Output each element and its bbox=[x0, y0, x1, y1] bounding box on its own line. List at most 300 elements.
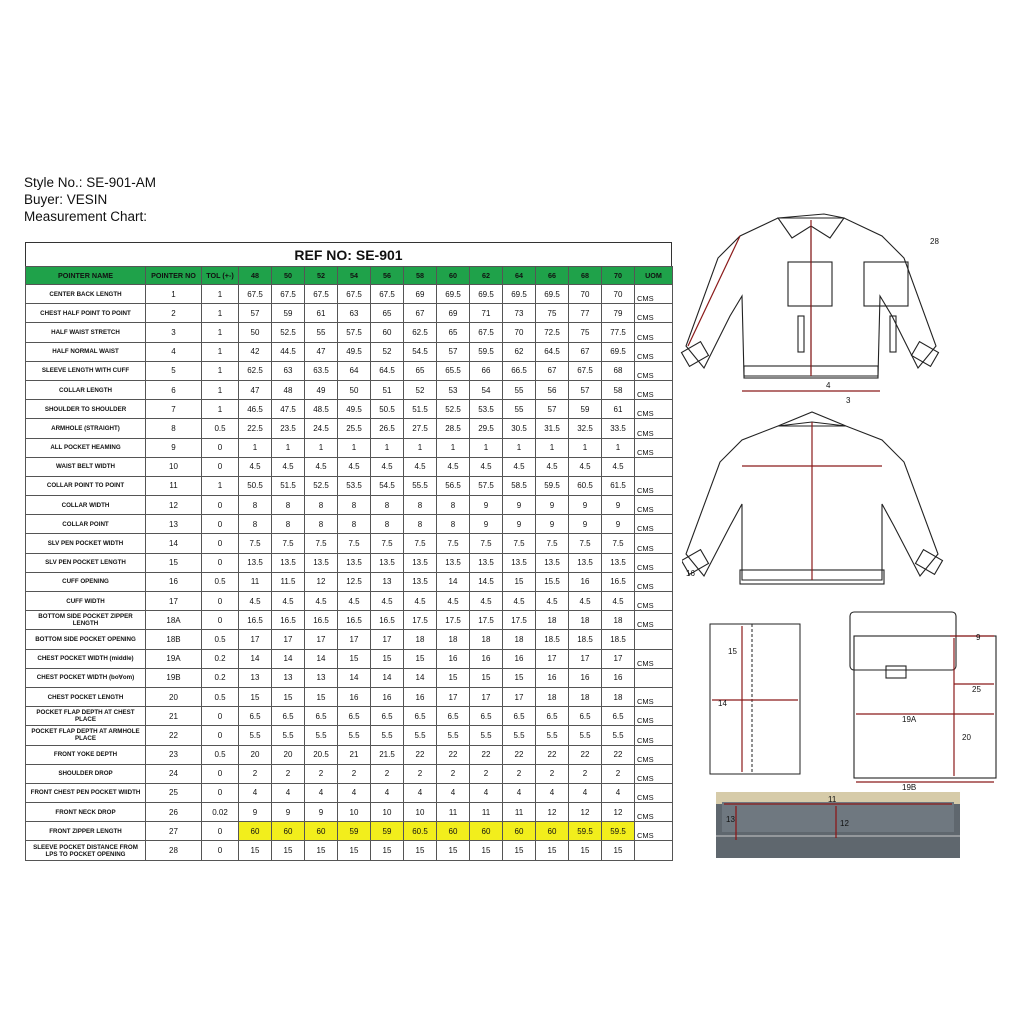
table-cell: 4.5 bbox=[437, 592, 470, 611]
table-cell: 59.5 bbox=[470, 342, 503, 361]
table-cell: 65 bbox=[437, 323, 470, 342]
table-cell: 2 bbox=[272, 764, 305, 783]
table-cell: 69.5 bbox=[602, 342, 635, 361]
table-cell: 62 bbox=[503, 342, 536, 361]
table-cell: 2 bbox=[305, 764, 338, 783]
table-cell: 52 bbox=[404, 380, 437, 399]
table-cell: 31.5 bbox=[536, 419, 569, 438]
table-row bbox=[26, 419, 673, 438]
measurement-sheet bbox=[25, 242, 672, 861]
table-cell: 70 bbox=[569, 285, 602, 304]
table-cell: 25 bbox=[146, 783, 202, 802]
table-cell: 6.5 bbox=[371, 707, 404, 726]
table-cell: CHEST POCKET WIDTH (boⱯom) bbox=[26, 668, 146, 687]
table-row bbox=[26, 342, 673, 361]
table-cell: 9 bbox=[272, 803, 305, 822]
measurement-table bbox=[25, 266, 673, 861]
table-cell: 60 bbox=[239, 822, 272, 841]
table-cell: 2 bbox=[338, 764, 371, 783]
table-cell: 13 bbox=[371, 572, 404, 591]
table-cell: 15 bbox=[239, 687, 272, 706]
table-cell: 18 bbox=[602, 687, 635, 706]
photo-label-b: 13 bbox=[726, 815, 735, 824]
table-cell: 4.5 bbox=[239, 592, 272, 611]
table-cell: 8 bbox=[239, 496, 272, 515]
table-cell: 70 bbox=[503, 323, 536, 342]
table-cell: 16 bbox=[569, 572, 602, 591]
table-cell: 6.5 bbox=[437, 707, 470, 726]
table-cell: 0.5 bbox=[202, 419, 239, 438]
table-cell: 54.5 bbox=[404, 342, 437, 361]
table-cell: 67 bbox=[569, 342, 602, 361]
table-cell: 61 bbox=[305, 304, 338, 323]
table-cell: 4.5 bbox=[503, 592, 536, 611]
table-cell: 50.5 bbox=[239, 476, 272, 495]
table-cell: 4 bbox=[569, 783, 602, 802]
column-header: POINTER NAME bbox=[26, 267, 146, 285]
pocket-left-label-a: 15 bbox=[728, 647, 737, 656]
table-cell: 18 bbox=[503, 630, 536, 649]
table-cell bbox=[635, 630, 673, 649]
table-cell: 14 bbox=[404, 668, 437, 687]
column-header: 54 bbox=[338, 267, 371, 285]
table-cell: 5.5 bbox=[569, 726, 602, 745]
table-cell: 12 bbox=[146, 496, 202, 515]
table-cell: 18 bbox=[470, 630, 503, 649]
table-cell: 15 bbox=[272, 841, 305, 860]
table-cell: 70 bbox=[602, 285, 635, 304]
table-cell: ALL POCKET HEAMING bbox=[26, 438, 146, 457]
table-cell: 17 bbox=[536, 649, 569, 668]
table-cell: 7.5 bbox=[437, 534, 470, 553]
table-row bbox=[26, 726, 673, 745]
column-header: 48 bbox=[239, 267, 272, 285]
table-row bbox=[26, 361, 673, 380]
table-cell: 65 bbox=[371, 304, 404, 323]
table-cell: 4.5 bbox=[338, 457, 371, 476]
table-cell: 17 bbox=[503, 687, 536, 706]
table-cell: 42 bbox=[239, 342, 272, 361]
table-cell: 14 bbox=[371, 668, 404, 687]
table-cell: 49 bbox=[305, 380, 338, 399]
table-cell: 55 bbox=[305, 323, 338, 342]
table-cell: 15 bbox=[503, 572, 536, 591]
table-cell: 53 bbox=[437, 380, 470, 399]
table-cell: 14 bbox=[437, 572, 470, 591]
table-cell: 46.5 bbox=[239, 400, 272, 419]
table-cell: 0.2 bbox=[202, 649, 239, 668]
table-cell: 13.5 bbox=[602, 553, 635, 572]
table-cell: CMS bbox=[635, 707, 673, 726]
table-cell: 22 bbox=[146, 726, 202, 745]
table-cell: 4 bbox=[146, 342, 202, 361]
table-cell: 16 bbox=[404, 687, 437, 706]
table-cell: 22 bbox=[602, 745, 635, 764]
table-cell: 59.5 bbox=[602, 822, 635, 841]
table-cell: 8 bbox=[272, 496, 305, 515]
table-cell: 4.5 bbox=[305, 592, 338, 611]
table-cell: 4.5 bbox=[536, 592, 569, 611]
table-cell: 48.5 bbox=[305, 400, 338, 419]
table-cell: 15 bbox=[272, 687, 305, 706]
table-row bbox=[26, 707, 673, 726]
table-cell: 56.5 bbox=[437, 476, 470, 495]
table-cell: 13.5 bbox=[404, 553, 437, 572]
table-cell: 47.5 bbox=[272, 400, 305, 419]
table-cell: 27.5 bbox=[404, 419, 437, 438]
table-cell: 13 bbox=[305, 668, 338, 687]
table-cell: 15 bbox=[437, 668, 470, 687]
table-cell: 11.5 bbox=[272, 572, 305, 591]
table-cell: 15 bbox=[338, 649, 371, 668]
table-cell: 4.5 bbox=[437, 457, 470, 476]
table-cell: BOTTOM SIDE POCKET OPENING bbox=[26, 630, 146, 649]
table-cell: 1 bbox=[404, 438, 437, 457]
table-cell: CHEST POCKET WIDTH (middle) bbox=[26, 649, 146, 668]
pocket-right-label-e: 19B bbox=[902, 783, 917, 790]
table-row bbox=[26, 611, 673, 630]
table-row bbox=[26, 380, 673, 399]
table-cell: 17.5 bbox=[404, 611, 437, 630]
table-cell: 13.5 bbox=[239, 553, 272, 572]
table-cell: 67.5 bbox=[305, 285, 338, 304]
table-cell: 17 bbox=[146, 592, 202, 611]
table-cell: 67.5 bbox=[470, 323, 503, 342]
table-cell: 4 bbox=[305, 783, 338, 802]
table-cell: 1 bbox=[146, 285, 202, 304]
table-cell: BOTTOM SIDE POCKET ZIPPER LENGTH bbox=[26, 611, 146, 630]
chart-title: Measurement Chart: bbox=[24, 209, 148, 224]
table-row bbox=[26, 745, 673, 764]
table-row bbox=[26, 496, 673, 515]
table-cell: SLEEVE POCKET DISTANCE FROM LPS TO POCKET OPENING bbox=[26, 841, 146, 860]
table-cell: 60 bbox=[272, 822, 305, 841]
table-cell: 63 bbox=[338, 304, 371, 323]
front-label-a: 28 bbox=[930, 237, 939, 246]
table-cell: 15 bbox=[371, 841, 404, 860]
table-cell: 15 bbox=[503, 668, 536, 687]
table-cell: CMS bbox=[635, 803, 673, 822]
table-cell: 26 bbox=[146, 803, 202, 822]
table-cell: 8 bbox=[239, 515, 272, 534]
table-cell: 6.5 bbox=[470, 707, 503, 726]
table-cell: 59.5 bbox=[536, 476, 569, 495]
table-cell: 13.5 bbox=[569, 553, 602, 572]
table-cell: 11 bbox=[239, 572, 272, 591]
table-cell: 19A bbox=[146, 649, 202, 668]
table-cell: 53.5 bbox=[338, 476, 371, 495]
table-cell: 27 bbox=[146, 822, 202, 841]
table-cell: 4.5 bbox=[602, 457, 635, 476]
table-cell: 9 bbox=[569, 496, 602, 515]
table-cell: 9 bbox=[305, 803, 338, 822]
column-header: UOM bbox=[635, 267, 673, 285]
table-cell: 59 bbox=[338, 822, 371, 841]
table-cell: 22 bbox=[437, 745, 470, 764]
table-cell bbox=[635, 668, 673, 687]
table-cell: 24 bbox=[146, 764, 202, 783]
table-cell: 17 bbox=[272, 630, 305, 649]
table-cell: 6 bbox=[146, 380, 202, 399]
table-cell: 8 bbox=[146, 419, 202, 438]
table-cell: 8 bbox=[338, 515, 371, 534]
table-cell: 17 bbox=[338, 630, 371, 649]
table-cell: 0.2 bbox=[202, 668, 239, 687]
table-cell: CUFF OPENING bbox=[26, 572, 146, 591]
table-cell: 17.5 bbox=[437, 611, 470, 630]
table-cell: 13.5 bbox=[470, 553, 503, 572]
table-cell: 33.5 bbox=[602, 419, 635, 438]
table-cell: 14 bbox=[272, 649, 305, 668]
table-cell: 13.5 bbox=[536, 553, 569, 572]
table-cell: 8 bbox=[371, 496, 404, 515]
table-row bbox=[26, 438, 673, 457]
table-row bbox=[26, 534, 673, 553]
table-cell: 63 bbox=[272, 361, 305, 380]
table-cell: COLLAR POINT TO POINT bbox=[26, 476, 146, 495]
table-cell: 17 bbox=[470, 687, 503, 706]
column-header: 62 bbox=[470, 267, 503, 285]
table-cell: 0 bbox=[202, 783, 239, 802]
table-cell: 0.5 bbox=[202, 630, 239, 649]
photo-label-c: 12 bbox=[840, 819, 849, 828]
table-cell: CMS bbox=[635, 822, 673, 841]
column-header: 50 bbox=[272, 267, 305, 285]
table-cell: WAIST BELT WIDTH bbox=[26, 457, 146, 476]
table-cell: 2 bbox=[239, 764, 272, 783]
table-cell: 15 bbox=[404, 649, 437, 668]
table-cell: 8 bbox=[437, 515, 470, 534]
table-cell: 62.5 bbox=[404, 323, 437, 342]
table-cell: 2 bbox=[602, 764, 635, 783]
table-cell: 4.5 bbox=[404, 592, 437, 611]
table-cell: 5.5 bbox=[404, 726, 437, 745]
table-cell: 15 bbox=[404, 841, 437, 860]
table-cell: 8 bbox=[371, 515, 404, 534]
table-cell: CMS bbox=[635, 611, 673, 630]
column-header: 58 bbox=[404, 267, 437, 285]
table-cell: COLLAR POINT bbox=[26, 515, 146, 534]
table-cell: CMS bbox=[635, 553, 673, 572]
table-row bbox=[26, 649, 673, 668]
table-cell: 18 bbox=[536, 611, 569, 630]
table-cell: 62.5 bbox=[239, 361, 272, 380]
table-cell: SLV PEN POCKET LENGTH bbox=[26, 553, 146, 572]
table-cell: 16 bbox=[338, 687, 371, 706]
table-cell: 5.5 bbox=[338, 726, 371, 745]
table-row bbox=[26, 323, 673, 342]
table-cell: 4 bbox=[338, 783, 371, 802]
table-cell: CHEST HALF POINT TO POINT bbox=[26, 304, 146, 323]
column-header: 60 bbox=[437, 267, 470, 285]
table-cell: 68 bbox=[602, 361, 635, 380]
table-cell: 1 bbox=[437, 438, 470, 457]
table-cell: 15 bbox=[146, 553, 202, 572]
table-cell: 1 bbox=[239, 438, 272, 457]
table-cell: 7.5 bbox=[536, 534, 569, 553]
column-header: 66 bbox=[536, 267, 569, 285]
table-cell: 4 bbox=[371, 783, 404, 802]
table-cell: 15 bbox=[470, 668, 503, 687]
table-cell: SHOULDER DROP bbox=[26, 764, 146, 783]
column-header: 52 bbox=[305, 267, 338, 285]
table-cell: 69.5 bbox=[503, 285, 536, 304]
table-cell: 51.5 bbox=[404, 400, 437, 419]
table-row bbox=[26, 515, 673, 534]
table-cell: 0 bbox=[202, 496, 239, 515]
table-cell: 47 bbox=[239, 380, 272, 399]
table-cell: 21.5 bbox=[371, 745, 404, 764]
table-cell: 7.5 bbox=[602, 534, 635, 553]
table-cell: 16 bbox=[146, 572, 202, 591]
table-cell bbox=[635, 841, 673, 860]
table-cell: 54 bbox=[470, 380, 503, 399]
table-cell: 17 bbox=[371, 630, 404, 649]
table-cell: 57.5 bbox=[470, 476, 503, 495]
table-cell: 22 bbox=[536, 745, 569, 764]
table-cell: CMS bbox=[635, 726, 673, 745]
table-cell: 9 bbox=[503, 496, 536, 515]
table-cell: 69 bbox=[437, 304, 470, 323]
table-cell: 4.5 bbox=[371, 457, 404, 476]
table-cell: 22 bbox=[503, 745, 536, 764]
table-cell: 20.5 bbox=[305, 745, 338, 764]
table-cell: 60 bbox=[470, 822, 503, 841]
table-cell: 6.5 bbox=[602, 707, 635, 726]
table-cell: 4.5 bbox=[569, 592, 602, 611]
table-cell: 60.5 bbox=[569, 476, 602, 495]
table-cell: 22.5 bbox=[239, 419, 272, 438]
table-cell: 12 bbox=[602, 803, 635, 822]
table-cell: 6.5 bbox=[272, 707, 305, 726]
table-cell: 59 bbox=[272, 304, 305, 323]
style-number: Style No.: SE-901-AM bbox=[24, 175, 157, 190]
table-cell: 0 bbox=[202, 515, 239, 534]
table-cell: 10 bbox=[404, 803, 437, 822]
table-cell: 49.5 bbox=[338, 342, 371, 361]
table-row bbox=[26, 783, 673, 802]
table-cell: 47 bbox=[305, 342, 338, 361]
table-cell: 2 bbox=[146, 304, 202, 323]
table-cell: 2 bbox=[569, 764, 602, 783]
table-cell: 73 bbox=[503, 304, 536, 323]
table-cell: 1 bbox=[272, 438, 305, 457]
table-cell bbox=[635, 457, 673, 476]
table-cell: 60 bbox=[437, 822, 470, 841]
table-cell: 13.5 bbox=[272, 553, 305, 572]
table-cell: 1 bbox=[536, 438, 569, 457]
table-cell: 14 bbox=[338, 668, 371, 687]
table-cell: 22 bbox=[470, 745, 503, 764]
table-cell: 0 bbox=[202, 611, 239, 630]
table-cell: 1 bbox=[202, 361, 239, 380]
table-cell: CHEST POCKET LENGTH bbox=[26, 687, 146, 706]
table-cell: 9 bbox=[503, 515, 536, 534]
table-cell: CMS bbox=[635, 304, 673, 323]
buyer: Buyer: VESIN bbox=[24, 192, 108, 207]
table-cell: 4 bbox=[470, 783, 503, 802]
table-cell: FRONT ZIPPER LENGTH bbox=[26, 822, 146, 841]
table-cell: 6.5 bbox=[338, 707, 371, 726]
column-header: 70 bbox=[602, 267, 635, 285]
table-cell: CMS bbox=[635, 285, 673, 304]
table-cell: 23.5 bbox=[272, 419, 305, 438]
table-cell: 18 bbox=[404, 630, 437, 649]
table-cell: 11 bbox=[146, 476, 202, 495]
table-cell: 6.5 bbox=[503, 707, 536, 726]
table-cell: 5.5 bbox=[272, 726, 305, 745]
table-cell: 0 bbox=[202, 457, 239, 476]
table-cell: CMS bbox=[635, 361, 673, 380]
back-jacket-sketch bbox=[682, 408, 946, 594]
table-cell: 49.5 bbox=[338, 400, 371, 419]
table-cell: 53.5 bbox=[470, 400, 503, 419]
table-cell: 8 bbox=[437, 496, 470, 515]
table-cell: 59 bbox=[569, 400, 602, 419]
table-cell: 5.5 bbox=[602, 726, 635, 745]
table-cell: 7.5 bbox=[371, 534, 404, 553]
table-cell: 16.5 bbox=[239, 611, 272, 630]
table-cell: 18.5 bbox=[536, 630, 569, 649]
table-cell: 15 bbox=[569, 841, 602, 860]
table-cell: 10 bbox=[338, 803, 371, 822]
table-cell: 64.5 bbox=[536, 342, 569, 361]
table-cell: 30.5 bbox=[503, 419, 536, 438]
table-cell: 8 bbox=[305, 496, 338, 515]
table-cell: 55.5 bbox=[404, 476, 437, 495]
table-cell: 20 bbox=[239, 745, 272, 764]
table-cell: 22 bbox=[569, 745, 602, 764]
table-cell: 57 bbox=[437, 342, 470, 361]
table-cell: 50.5 bbox=[371, 400, 404, 419]
table-cell: SHOULDER TO SHOULDER bbox=[26, 400, 146, 419]
table-cell: 1 bbox=[202, 323, 239, 342]
table-cell: 13 bbox=[272, 668, 305, 687]
table-cell: 0.02 bbox=[202, 803, 239, 822]
table-cell: 2 bbox=[404, 764, 437, 783]
table-cell: CMS bbox=[635, 534, 673, 553]
table-cell: 18.5 bbox=[569, 630, 602, 649]
front-label-c: 3 bbox=[846, 396, 851, 405]
table-cell: 69 bbox=[404, 285, 437, 304]
table-row bbox=[26, 553, 673, 572]
table-cell: 4.5 bbox=[602, 592, 635, 611]
table-cell: FRONT NECK DROP bbox=[26, 803, 146, 822]
table-cell: 51 bbox=[371, 380, 404, 399]
table-cell: 9 bbox=[536, 496, 569, 515]
table-cell: 58 bbox=[602, 380, 635, 399]
table-cell: 28.5 bbox=[437, 419, 470, 438]
table-cell: 14 bbox=[239, 649, 272, 668]
table-cell: 69.5 bbox=[536, 285, 569, 304]
table-cell: 16 bbox=[536, 668, 569, 687]
table-cell: 15 bbox=[305, 687, 338, 706]
table-cell: 17 bbox=[437, 687, 470, 706]
table-cell: HALF NORMAL WAIST bbox=[26, 342, 146, 361]
front-label-b: 4 bbox=[826, 381, 831, 390]
table-cell: 57 bbox=[569, 380, 602, 399]
table-cell: 1 bbox=[470, 438, 503, 457]
table-cell: 4 bbox=[503, 783, 536, 802]
table-cell: 17 bbox=[239, 630, 272, 649]
table-cell: 0 bbox=[202, 764, 239, 783]
table-cell: 20 bbox=[272, 745, 305, 764]
header-info bbox=[24, 174, 156, 225]
table-cell: 4 bbox=[536, 783, 569, 802]
ref-title: REF NO: SE-901 bbox=[25, 242, 672, 266]
table-cell: 67.5 bbox=[239, 285, 272, 304]
table-cell: 67 bbox=[404, 304, 437, 323]
